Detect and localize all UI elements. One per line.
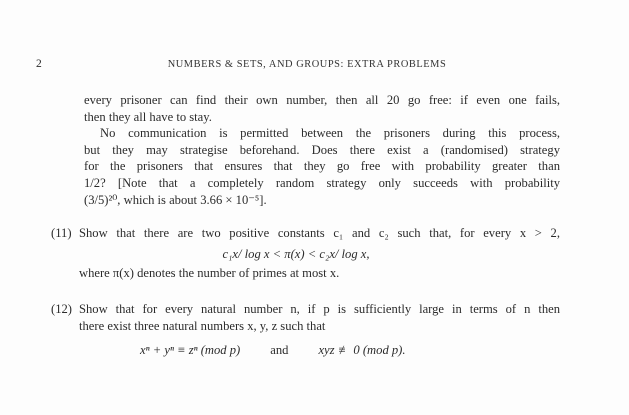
formula-fermat-mod-p: [79, 342, 560, 359]
text-line: No communication is permitted between the prisoners during this process,: [100, 126, 560, 141]
formula-left: xⁿ + yⁿ ≡ zⁿ (mod p): [140, 343, 241, 358]
text-line: where π(x) denotes the number of primes at most x.: [79, 266, 340, 281]
paragraph-continuation: [84, 92, 560, 208]
text-line: there exist three natural numbers x, y, z such that: [79, 318, 326, 333]
problem-12-body: [79, 301, 560, 359]
problem-11-body: [79, 225, 560, 282]
formula-conjunction: and: [270, 343, 289, 358]
formula-right: xyz ≢ 0 (mod p).: [318, 343, 406, 358]
text-line: Show that there are two positive constants c₁ and c₂ such that, for every x > 2,: [79, 226, 560, 240]
problem-11-number: (11): [51, 226, 72, 240]
text-line: then they all have to stay.: [84, 109, 212, 124]
text-line: for the prisoners that ensures that they go free with probability greater than: [84, 159, 560, 174]
formula-prime-counting: c₁x/ log x < π(x) < c₂x/ log x,: [222, 246, 370, 261]
problem-12-number: (12): [51, 302, 72, 316]
text-line: 1/2? [Note that a completely random strategy only succeeds with probability: [84, 175, 560, 190]
text-line: but they may strategise beforehand. Does there exist a (randomised) strategy: [84, 142, 560, 157]
problem-12: [51, 301, 560, 359]
page-header: [36, 56, 563, 71]
page-number: 2: [36, 58, 42, 70]
text-line: every prisoner can find their own number, then all 20 go free: if even one fails,: [84, 93, 560, 107]
page-title: NUMBERS & SETS, AND GROUPS: EXTRA PROBLEMS: [167, 59, 447, 70]
text-line: Show that for every natural number n, if p is sufficiently large in terms of n then: [79, 302, 560, 316]
text-line: (3/5)²⁰, which is about 3.66 × 10⁻⁵].: [84, 192, 267, 207]
problem-11: [51, 225, 560, 282]
